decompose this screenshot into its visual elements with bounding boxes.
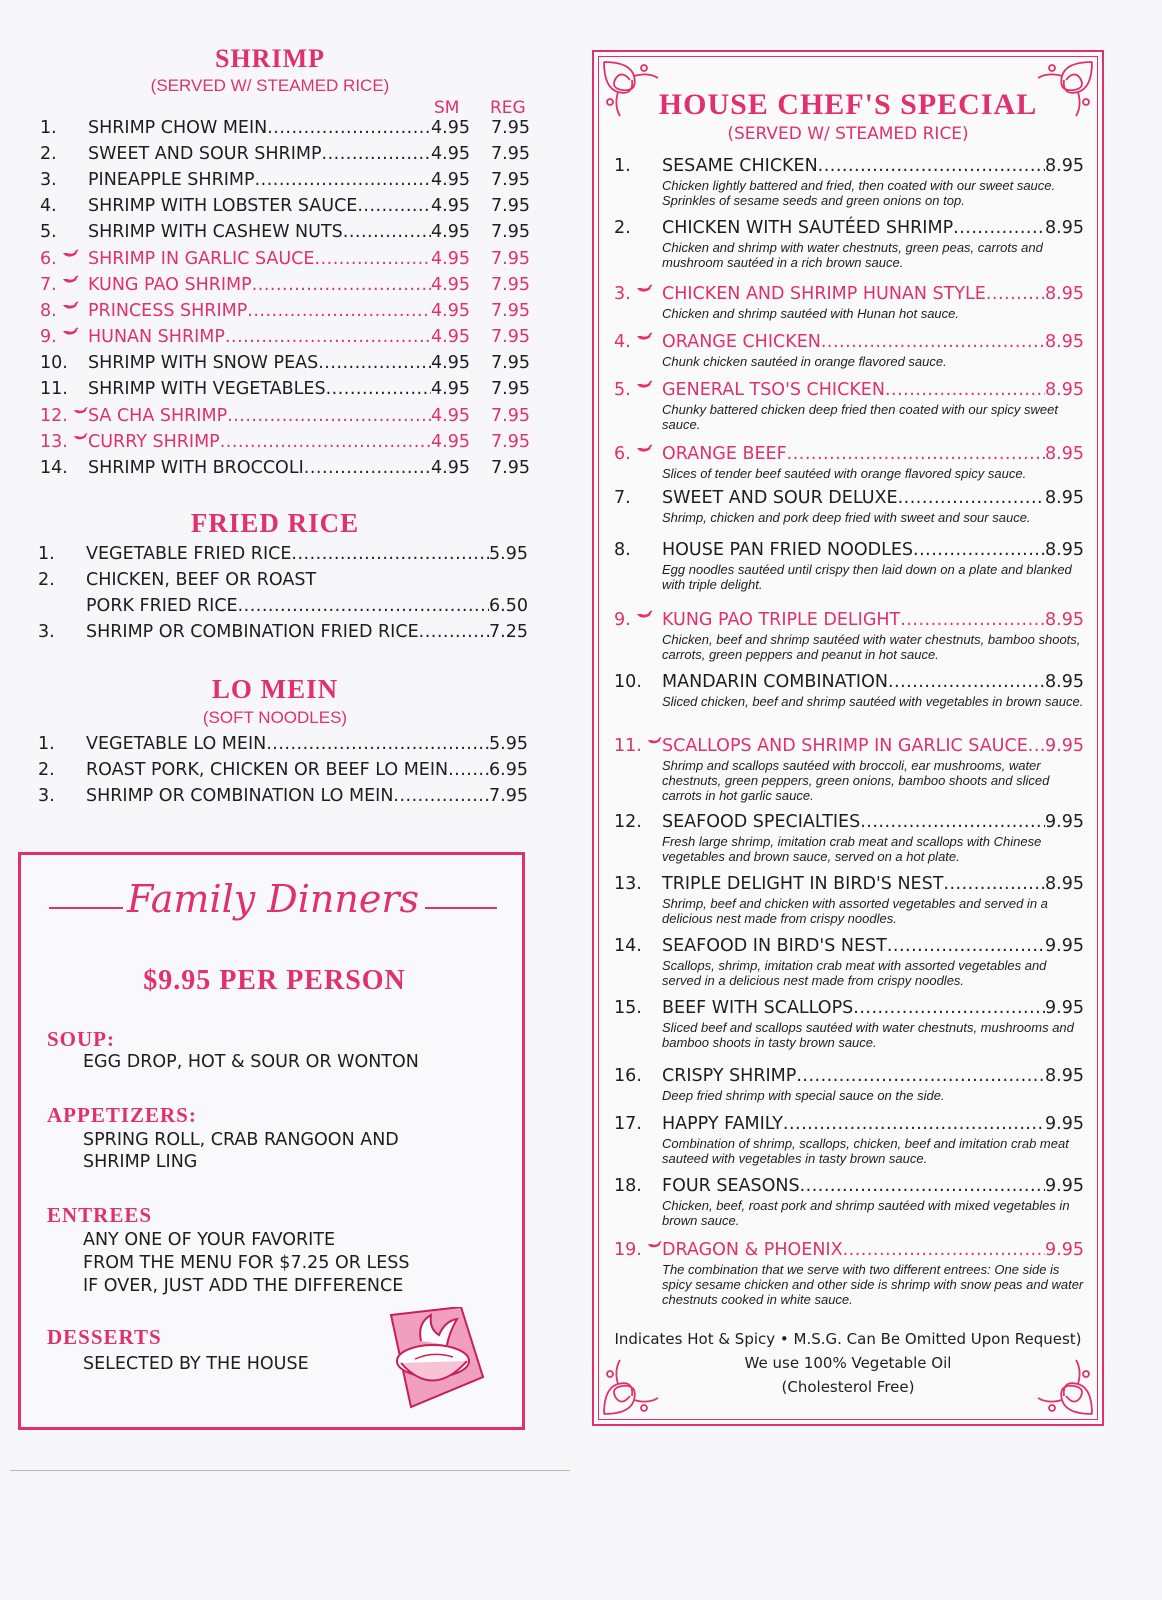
leader-dots xyxy=(853,998,1045,1018)
item-name: SCALLOPS AND SHRIMP IN GARLIC SAUCE xyxy=(662,736,1028,756)
special-menu-item xyxy=(614,936,1084,988)
entrees-heading: ENTREES xyxy=(47,1203,153,1227)
leader-dots xyxy=(888,672,1045,692)
menu-item-row xyxy=(38,570,528,596)
special-menu-item xyxy=(614,488,1084,525)
menu-item-row xyxy=(614,444,1084,468)
item-number: 8. xyxy=(40,301,88,321)
item-description: Chicken, beef, roast pork and shrimp sautéed with mixed vegetables in brown sauce. xyxy=(662,1198,1070,1228)
special-menu-item xyxy=(614,998,1084,1050)
family-dinners-box xyxy=(18,852,525,1430)
item-number: 2. xyxy=(38,760,55,780)
item-name: HUNAN SHRIMP xyxy=(88,327,225,347)
entrees-line-2: FROM THE MENU FOR $7.25 OR LESS xyxy=(83,1253,410,1273)
menu-item-row xyxy=(40,327,530,353)
family-dinners-price: $9.95 PER PERSON xyxy=(143,965,406,996)
house-special-subtitle: (SERVED W/ STEAMED RICE) xyxy=(727,124,969,144)
item-description: Scallops, shrimp, imitation crab meat with assorted vegetables and served in a delicious nest made from crispy noodles. xyxy=(662,958,1047,988)
item-name: SWEET AND SOUR SHRIMP xyxy=(88,144,322,164)
special-menu-item xyxy=(614,332,1084,369)
leader-dots xyxy=(818,156,1045,176)
item-name: CRISPY SHRIMP xyxy=(662,1066,797,1086)
item-price-small: 4.95 xyxy=(431,301,470,321)
item-number: 12. xyxy=(40,406,88,426)
item-number: 18. xyxy=(614,1176,642,1196)
menu-item-row xyxy=(614,332,1084,356)
item-price: 9.95 xyxy=(1045,1240,1084,1260)
leader-dots xyxy=(315,249,432,269)
item-price: 7.25 xyxy=(489,622,528,642)
item-price-regular: 7.95 xyxy=(491,327,530,347)
item-price: 7.95 xyxy=(489,786,528,806)
item-name: VEGETABLE LO MEIN xyxy=(86,734,267,754)
menu-item-row xyxy=(614,156,1084,180)
entrees-line-1: ANY ONE OF YOUR FAVORITE xyxy=(83,1230,336,1250)
leader-dots xyxy=(843,1240,1045,1260)
item-name: PORK FRIED RICE xyxy=(86,596,238,616)
special-menu-item xyxy=(614,1114,1084,1166)
item-price-small: 4.95 xyxy=(431,118,470,138)
desserts-heading: DESSERTS xyxy=(47,1325,162,1349)
item-number: 10. xyxy=(614,672,642,692)
item-price-small: 4.95 xyxy=(431,275,470,295)
item-price-regular: 7.95 xyxy=(491,458,530,478)
leader-dots xyxy=(252,275,431,295)
item-price-small: 4.95 xyxy=(431,353,470,373)
fried-rice-section-title: FRIED RICE xyxy=(190,508,360,538)
item-price-regular: 7.95 xyxy=(491,301,530,321)
item-price: 5.95 xyxy=(489,734,528,754)
item-number: 9. xyxy=(40,327,88,347)
item-description: Combination of shrimp, scallops, chicken, beef and imitation crab meat sauteed with vegetables in tasty brown sauce. xyxy=(662,1136,1069,1166)
leader-dots xyxy=(322,144,431,164)
item-number: 15. xyxy=(614,998,642,1018)
special-menu-item xyxy=(614,672,1084,709)
item-price: 8.95 xyxy=(1045,610,1084,630)
item-number: 12. xyxy=(614,812,642,832)
menu-item-row xyxy=(614,218,1084,242)
house-special-title: HOUSE CHEF'S SPECIAL xyxy=(658,88,1038,121)
item-name: DRAGON & PHOENIX xyxy=(662,1240,843,1260)
menu-item-row xyxy=(614,936,1084,960)
special-menu-item xyxy=(614,812,1084,864)
item-price: 9.95 xyxy=(1045,736,1084,756)
special-menu-item xyxy=(614,540,1084,592)
item-number: 19. xyxy=(614,1240,662,1260)
item-description: Sliced chicken, beef and shrimp sautéed with vegetables in brown sauce. xyxy=(662,694,1084,709)
item-price: 8.95 xyxy=(1045,156,1084,176)
item-description: Shrimp, chicken and pork deep fried with sweet and sour sauce. xyxy=(662,510,1031,525)
item-number: 9. xyxy=(614,610,662,630)
special-menu-item xyxy=(614,380,1084,432)
menu-item-row xyxy=(614,284,1084,308)
item-number: 2. xyxy=(38,570,55,590)
item-name: CURRY SHRIMP xyxy=(88,432,220,452)
menu-item-row xyxy=(40,275,530,301)
decorative-line xyxy=(49,907,123,909)
leader-dots xyxy=(953,218,1045,238)
item-name: SHRIMP CHOW MEIN xyxy=(88,118,268,138)
chili-pepper-icon xyxy=(72,432,88,443)
menu-item-row xyxy=(40,249,530,275)
item-price: 8.95 xyxy=(1045,540,1084,560)
menu-item-row xyxy=(614,998,1084,1022)
shrimp-section-subtitle: (SERVED W/ STEAMED RICE) xyxy=(150,76,390,95)
menu-item-row xyxy=(614,1066,1084,1090)
item-name: SEAFOOD IN BIRD'S NEST xyxy=(662,936,887,956)
menu-item-row xyxy=(614,540,1084,564)
leader-dots xyxy=(304,458,431,478)
item-price: 8.95 xyxy=(1045,874,1084,894)
item-price: 9.95 xyxy=(1045,998,1084,1018)
item-description: Shrimp, beef and chicken with assorted vegetables and served in a delicious nest made from crispy noodles. xyxy=(662,896,1048,926)
lo-mein-section-title: LO MEIN xyxy=(211,674,339,704)
item-description: Shrimp and scallops sautéed with broccoli, ear mushrooms, water chestnuts, green peppers, green onions, bamboo shoots and sliced carrots in hot garlic sauce. xyxy=(662,758,1050,803)
menu-item-row xyxy=(614,1240,1084,1264)
item-number: 3. xyxy=(38,622,55,642)
item-name: HAPPY FAMILY xyxy=(662,1114,783,1134)
leader-dots xyxy=(860,812,1045,832)
soup-options: EGG DROP, HOT & SOUR OR WONTON xyxy=(83,1052,419,1072)
item-number: 5. xyxy=(40,222,57,242)
item-price: 9.95 xyxy=(1045,1176,1084,1196)
item-name: CHICKEN, BEEF OR ROAST xyxy=(86,570,317,590)
menu-item-row xyxy=(38,622,528,648)
menu-item-row xyxy=(40,458,530,484)
item-description: Chicken, beef and shrimp sautéed with water chestnuts, bamboo shoots, carrots, green peppers and peanut in hot sauce. xyxy=(662,632,1081,662)
menu-item-row xyxy=(614,672,1084,696)
chili-pepper-icon xyxy=(635,380,653,391)
left-column xyxy=(0,0,560,1600)
chili-pepper-icon xyxy=(72,406,88,417)
item-price-regular: 7.95 xyxy=(491,275,530,295)
small-size-header: SM xyxy=(434,98,460,118)
menu-item-row xyxy=(38,734,528,760)
menu-item-row xyxy=(614,874,1084,898)
item-price-regular: 7.95 xyxy=(491,353,530,373)
item-description: Fresh large shrimp, imitation crab meat and scallops with Chinese vegetables and brown sauce, served on a hot plate. xyxy=(662,834,1042,864)
menu-item-row xyxy=(614,736,1084,760)
item-price: 8.95 xyxy=(1045,332,1084,352)
chili-pepper-icon xyxy=(61,327,79,338)
item-description: Chicken and shrimp sautéed with Hunan hot sauce. xyxy=(662,306,960,321)
item-number: 11. xyxy=(40,379,68,399)
item-price: 8.95 xyxy=(1045,218,1084,238)
item-number: 13. xyxy=(614,874,642,894)
leader-dots xyxy=(787,444,1045,464)
item-number: 11. xyxy=(614,736,662,756)
appetizers-heading: APPETIZERS: xyxy=(47,1103,197,1127)
leader-dots xyxy=(887,936,1045,956)
appetizers-line-1: SPRING ROLL, CRAB RANGOON AND xyxy=(83,1130,399,1150)
item-name: SWEET AND SOUR DELUXE xyxy=(662,488,898,508)
item-price-regular: 7.95 xyxy=(491,144,530,164)
item-price-small: 4.95 xyxy=(431,170,470,190)
item-price: 8.95 xyxy=(1045,444,1084,464)
menu-item-row xyxy=(614,1114,1084,1138)
house-special-box xyxy=(592,50,1104,1426)
menu-item-row xyxy=(614,488,1084,512)
hot-spicy-note: Indicates Hot & Spicy • M.S.G. Can Be Omitted Upon Request) xyxy=(614,1330,1082,1348)
item-name: MANDARIN COMBINATION xyxy=(662,672,888,692)
leader-dots xyxy=(318,353,431,373)
item-price: 8.95 xyxy=(1045,488,1084,508)
item-number: 14. xyxy=(40,458,68,478)
item-price-regular: 7.95 xyxy=(491,379,530,399)
item-price: 8.95 xyxy=(1045,284,1084,304)
menu-item-row xyxy=(38,596,528,622)
item-number: 3. xyxy=(38,786,55,806)
item-name: CHICKEN WITH SAUTÉED SHRIMP xyxy=(662,218,954,238)
item-price-small: 4.95 xyxy=(431,406,470,426)
item-description: Chicken and shrimp with water chestnuts, green peas, carrots and mushroom sautéed in a rich brown sauce. xyxy=(662,240,1043,270)
item-price-regular: 7.95 xyxy=(491,170,530,190)
family-dinners-title: Family Dinners xyxy=(126,877,420,921)
leader-dots xyxy=(225,327,431,347)
item-number: 7. xyxy=(40,275,88,295)
special-menu-item xyxy=(614,156,1084,208)
item-number: 5. xyxy=(614,380,662,400)
page-bottom-rule xyxy=(10,1470,570,1471)
leader-dots xyxy=(898,488,1045,508)
item-description: Chicken lightly battered and fried, then coated with our sweet sauce. Sprinkles of sesame seeds and green onions on top. xyxy=(662,178,1056,208)
item-price-small: 4.95 xyxy=(431,458,470,478)
item-price: 8.95 xyxy=(1045,1066,1084,1086)
leader-dots xyxy=(227,406,431,426)
leader-dots xyxy=(255,170,431,190)
item-name: ROAST PORK, CHICKEN OR BEEF LO MEIN xyxy=(86,760,449,780)
menu-item-row xyxy=(40,432,530,458)
item-description: Egg noodles sautéed until crispy then laid down on a plate and blanked with triple delight. xyxy=(662,562,1072,592)
menu-item-row xyxy=(40,406,530,432)
special-menu-item xyxy=(614,218,1084,270)
item-price: 9.95 xyxy=(1045,936,1084,956)
item-price-regular: 7.95 xyxy=(491,406,530,426)
chili-pepper-icon xyxy=(61,249,79,260)
menu-item-row xyxy=(40,144,530,170)
special-menu-item xyxy=(614,1240,1084,1307)
item-name: CHICKEN AND SHRIMP HUNAN STYLE xyxy=(662,284,986,304)
special-menu-item xyxy=(614,284,1084,321)
item-description: Slices of tender beef sautéed with orange flavored spicy sauce. xyxy=(662,466,1027,481)
item-price: 8.95 xyxy=(1045,380,1084,400)
item-name: VEGETABLE FRIED RICE xyxy=(86,544,292,564)
leader-dots xyxy=(357,196,431,216)
leader-dots xyxy=(900,610,1045,630)
chili-pepper-icon xyxy=(635,332,653,343)
leader-dots xyxy=(943,874,1045,894)
leader-dots xyxy=(419,622,489,642)
item-number: 3. xyxy=(40,170,57,190)
leader-dots xyxy=(326,379,431,399)
item-price-regular: 7.95 xyxy=(491,196,530,216)
menu-item-row xyxy=(40,170,530,196)
item-number: 1. xyxy=(38,734,55,754)
leader-dots xyxy=(238,596,489,616)
item-price-regular: 7.95 xyxy=(491,222,530,242)
item-price-small: 4.95 xyxy=(431,249,470,269)
chili-pepper-icon xyxy=(646,1240,662,1251)
item-number: 1. xyxy=(614,156,631,176)
item-price-regular: 7.95 xyxy=(491,118,530,138)
item-number: 6. xyxy=(40,249,88,269)
soup-heading: SOUP: xyxy=(47,1027,115,1051)
item-price: 6.95 xyxy=(489,760,528,780)
chili-pepper-icon xyxy=(635,444,653,455)
cholesterol-note: (Cholesterol Free) xyxy=(781,1378,915,1396)
menu-item-row xyxy=(40,379,530,405)
chili-pepper-icon xyxy=(635,284,653,295)
item-name: SEAFOOD SPECIALTIES xyxy=(662,812,861,832)
leader-dots xyxy=(885,380,1045,400)
item-number: 7. xyxy=(614,488,631,508)
leader-dots xyxy=(1028,736,1045,756)
menu-item-row xyxy=(38,760,528,786)
item-number: 1. xyxy=(40,118,57,138)
item-description: Chunky battered chicken deep fried then coated with our spicy sweet sauce. xyxy=(662,402,1059,432)
item-price-small: 4.95 xyxy=(431,432,470,452)
item-name: SHRIMP WITH CASHEW NUTS xyxy=(88,222,343,242)
leader-dots xyxy=(821,332,1045,352)
item-number: 2. xyxy=(614,218,631,238)
item-name: ORANGE CHICKEN xyxy=(662,332,821,352)
item-price-small: 4.95 xyxy=(431,196,470,216)
special-menu-item xyxy=(614,736,1084,803)
item-price-small: 4.95 xyxy=(431,144,470,164)
item-name: SHRIMP WITH SNOW PEAS xyxy=(88,353,319,373)
menu-item-row xyxy=(40,118,530,144)
item-name: KUNG PAO SHRIMP xyxy=(88,275,252,295)
item-price-regular: 7.95 xyxy=(491,249,530,269)
chili-pepper-icon xyxy=(635,610,653,621)
item-number: 17. xyxy=(614,1114,642,1134)
decorative-line xyxy=(425,907,497,909)
item-number: 4. xyxy=(614,332,662,352)
item-name: KUNG PAO TRIPLE DELIGHT xyxy=(662,610,901,630)
menu-item-row xyxy=(614,1176,1084,1200)
item-name: BEEF WITH SCALLOPS xyxy=(662,998,854,1018)
menu-item-row xyxy=(614,380,1084,404)
item-name: SHRIMP WITH LOBSTER SAUCE xyxy=(88,196,358,216)
menu-item-row xyxy=(614,812,1084,836)
leader-dots xyxy=(800,1176,1045,1196)
item-description: Sliced beef and scallops sautéed with water chestnuts, mushrooms and bamboo shoots in tasty brown sauce. xyxy=(662,1020,1074,1050)
chili-pepper-icon xyxy=(61,275,79,286)
item-price: 9.95 xyxy=(1045,812,1084,832)
menu-item-row xyxy=(614,610,1084,634)
lo-mein-section-subtitle: (SOFT NOODLES) xyxy=(202,708,348,727)
chili-pepper-icon xyxy=(646,736,662,747)
item-name: GENERAL TSO'S CHICKEN xyxy=(662,380,885,400)
special-menu-item xyxy=(614,1176,1084,1228)
item-number: 8. xyxy=(614,540,631,560)
item-number: 14. xyxy=(614,936,642,956)
item-price-small: 4.95 xyxy=(431,222,470,242)
item-price: 6.50 xyxy=(489,596,528,616)
desserts-text: SELECTED BY THE HOUSE xyxy=(83,1354,309,1374)
item-number: 3. xyxy=(614,284,662,304)
item-price: 9.95 xyxy=(1045,1114,1084,1134)
leader-dots xyxy=(986,284,1045,304)
item-name: SHRIMP IN GARLIC SAUCE xyxy=(88,249,315,269)
item-price-small: 4.95 xyxy=(431,327,470,347)
special-menu-item xyxy=(614,874,1084,926)
item-price-regular: 7.95 xyxy=(491,432,530,452)
leader-dots xyxy=(220,432,431,452)
item-number: 4. xyxy=(40,196,57,216)
item-name: SHRIMP OR COMBINATION FRIED RICE xyxy=(86,622,419,642)
leader-dots xyxy=(913,540,1045,560)
special-menu-item xyxy=(614,610,1084,662)
special-menu-item xyxy=(614,1066,1084,1103)
special-menu-item xyxy=(614,444,1084,481)
item-price: 5.95 xyxy=(489,544,528,564)
leader-dots xyxy=(343,222,431,242)
item-name: PINEAPPLE SHRIMP xyxy=(88,170,255,190)
leader-dots xyxy=(266,734,489,754)
dessert-bowl-icon xyxy=(371,1307,491,1413)
item-name: SHRIMP OR COMBINATION LO MEIN xyxy=(86,786,394,806)
item-name: SESAME CHICKEN xyxy=(662,156,818,176)
leader-dots xyxy=(267,118,431,138)
item-name: SA CHA SHRIMP xyxy=(88,406,228,426)
regular-size-header: REG xyxy=(490,98,526,118)
item-name: HOUSE PAN FRIED NOODLES xyxy=(662,540,914,560)
entrees-line-3: IF OVER, JUST ADD THE DIFFERENCE xyxy=(83,1276,404,1296)
menu-item-row xyxy=(38,544,528,570)
item-number: 16. xyxy=(614,1066,642,1086)
chili-pepper-icon xyxy=(61,301,79,312)
item-name: FOUR SEASONS xyxy=(662,1176,800,1196)
item-price: 8.95 xyxy=(1045,672,1084,692)
menu-item-row xyxy=(40,301,530,327)
leader-dots xyxy=(783,1114,1045,1134)
item-number: 10. xyxy=(40,353,68,373)
vegetable-oil-note: We use 100% Vegetable Oil xyxy=(744,1354,952,1372)
item-description: The combination that we serve with two different entrees: One side is spicy sesame chicken and other side is shrimp with snow peas and water chestnuts cooked in white sauce. xyxy=(662,1262,1084,1307)
item-number: 13. xyxy=(40,432,88,452)
item-name: PRINCESS SHRIMP xyxy=(88,301,248,321)
item-price-small: 4.95 xyxy=(431,379,470,399)
leader-dots xyxy=(796,1066,1045,1086)
leader-dots xyxy=(291,544,489,564)
menu-item-row xyxy=(40,222,530,248)
item-name: TRIPLE DELIGHT IN BIRD'S NEST xyxy=(662,874,944,894)
item-name: SHRIMP WITH BROCCOLI xyxy=(88,458,304,478)
leader-dots xyxy=(247,301,431,321)
item-description: Chunk chicken sautéed in orange flavored sauce. xyxy=(662,354,947,369)
appetizers-line-2: SHRIMP LING xyxy=(83,1152,198,1172)
menu-item-row xyxy=(40,353,530,379)
leader-dots xyxy=(448,760,489,780)
menu-item-row xyxy=(38,786,528,812)
menu-item-row xyxy=(40,196,530,222)
item-number: 2. xyxy=(40,144,57,164)
item-name: SHRIMP WITH VEGETABLES xyxy=(88,379,326,399)
leader-dots xyxy=(393,786,489,806)
shrimp-section-title: SHRIMP xyxy=(215,44,325,73)
item-number: 1. xyxy=(38,544,55,564)
item-number: 6. xyxy=(614,444,662,464)
item-description: Deep fried shrimp with special sauce on the side. xyxy=(662,1088,945,1103)
item-name: ORANGE BEEF xyxy=(662,444,787,464)
